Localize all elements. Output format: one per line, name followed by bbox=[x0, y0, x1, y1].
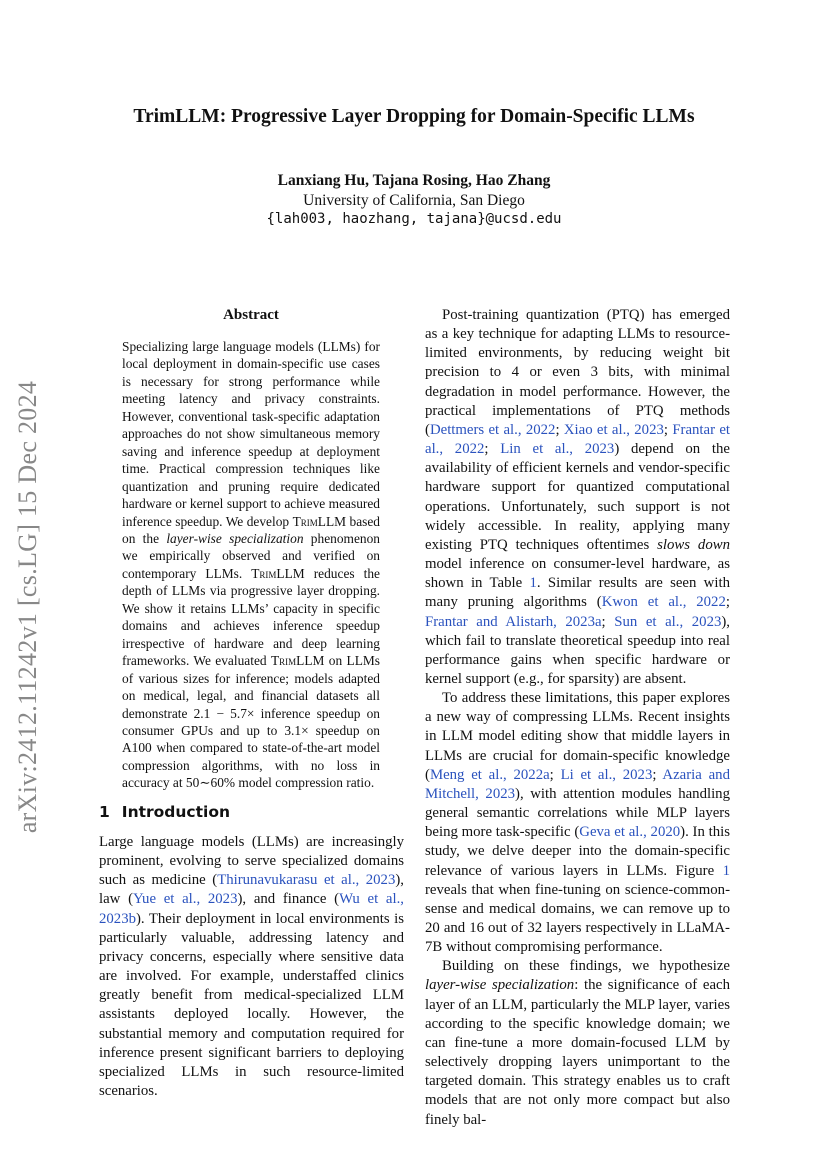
abstract-body: Specializing large language models (LLMs) for local deployment in domain-specific use cases is necessary for strong performance while meeting latency and privacy constraints. However, conventional task-specific adaptation approaches do not show simultaneous memory saving and inference speedup at deployment time. Practical compression techniques like quantization and pruning require dedicated hardware or kernel support to achieve measured inference speedup. We develop TrimLLM based on the layer-wise specialization phenomenon we empirically observed and verified on contemporary LLMs. TrimLLM reduces the depth of LLMs via progressive layer dropping. We show it retains LLMs’ capacity in specific domains and achieves inference speedup irrespective of hardware and deep learning frameworks. We evaluated TrimLLM on LLMs of various sizes for inference; models adapted on medical, legal, and financial datasets all demonstrate 2.1 − 5.7× inference speedup on consumer GPUs and up to 3.1× speedup on A100 when compared to state-of-the-art model compression algorithms, with no loss in accuracy at 50∼60% model compression ratio. bbox=[122, 339, 380, 791]
citation-link[interactable]: Xiao et al., 2023 bbox=[563, 421, 664, 438]
citation-link[interactable]: Geva et al., 2020 bbox=[579, 824, 681, 841]
citation-link[interactable]: Frantar and Alistarh, 2023a bbox=[425, 613, 602, 630]
intro-paragraph-1: Large language models (LLMs) are increasingly prominent, evolving to serve specialized domains such as medicine (Thirunavukarasu et al., 2023), law (Yue et al., 2023), and finance (Wu et al., 2023b). Their deployment in local environments is particularly valuable, addressing latency and privacy concerns, especially where sensitive data are involved. For example, understaffed clinics greatly benefit from medical-specialized LLM assistants deployed locally. However, the substantial memory and computation required for inference present significant barriers to deploying specialized LLMs in such resource-limited scenarios. bbox=[99, 834, 404, 1100]
table-reference-link[interactable]: 1 bbox=[529, 575, 537, 592]
intro-paragraph-2: Post-training quantization (PTQ) has emerged as a key technique for adapting LLMs to resource-limited environments, by reducing weight bit precision to 4 or even 3 bits, with minimal degradation in model performance. However, the practical implementations of PTQ methods (Dettmers et al., 2022; Xiao et al., 2023; Frantar et al., 2022; Lin et al., 2023) depend on the availability of efficient kernels and vendor-specific hardware support for quantized computational operations. Unfortunately, such support is not widely accessible. In reality, applying many existing PTQ techniques oftentimes slows down model inference on consumer-level hardware, as shown in Table 1. Similar results are seen with many pruning algorithms (Kwon et al., 2022; Frantar and Alistarh, 2023a; Sun et al., 2023), which fail to translate theoretical speedup into real performance gains when specific hardware or kernel support (e.g., for sparsity) are absent. bbox=[425, 307, 731, 687]
intro-paragraph-4: Building on these findings, we hypothesize layer-wise specialization: the significance of each layer of an LLM, particularly the MLP layer, varies according to the specific knowledge domain; we can fine-tune a more domain-focused LLM by selectively dropping layers unimportant to the targeted domain. This strategy enables us to craft models that are not only more compact but also finely bal- bbox=[425, 958, 730, 1128]
citation-link[interactable]: Meng et al., 2022a bbox=[429, 766, 550, 783]
citation-link[interactable]: Yue et al., 2023 bbox=[133, 891, 238, 908]
citation-link[interactable]: Sun et al., 2023 bbox=[614, 613, 722, 630]
citation-link[interactable]: Thirunavukarasu et al., 2023 bbox=[217, 872, 396, 889]
citation-link[interactable]: Wu et al., 2023b bbox=[99, 891, 404, 927]
citation-link[interactable]: Frantar et al., 2022 bbox=[425, 421, 731, 458]
citation-link[interactable]: Dettmers et al., 2022 bbox=[429, 421, 556, 438]
section-title: Introduction bbox=[121, 803, 231, 821]
section-number: 1 bbox=[99, 803, 110, 821]
author-emails: {lah003, haozhang, tajana}@ucsd.edu bbox=[266, 211, 562, 227]
affiliation: University of California, San Diego bbox=[303, 192, 525, 209]
arxiv-identifier: arXiv:2412.11242v1 [cs.LG] 15 Dec 2024 bbox=[13, 380, 42, 834]
citation-link[interactable]: Lin et al., 2023 bbox=[500, 441, 615, 458]
figure-reference-link[interactable]: 1 bbox=[722, 862, 730, 879]
section-heading-introduction bbox=[99, 803, 230, 821]
paper-title: TrimLLM: Progressive Layer Dropping for Domain-Specific LLMs bbox=[133, 106, 695, 127]
citation-link[interactable]: Azaria and Mitchell, 2023 bbox=[425, 766, 730, 802]
intro-paragraph-3: To address these limitations, this paper explores a new way of compressing LLMs. Recent insights in LLM model editing show that middle layers in LLMs are crucial for domain-specific knowledge (Meng et al., 2022a; Li et al., 2023; Azaria and Mitchell, 2023), with attention modules handling general semantic correlations while MLP layers being more task-specific (Geva et al., 2020). In this study, we delve deeper into the domain-specific relevance of various layers in LLMs. Figure 1 reveals that when fine-tuning on science-common-sense and medical domains, we can remove up to 20 and 16 out of 32 layers respectively in LLaMA-7B without compromising performance. bbox=[425, 690, 731, 956]
citation-link[interactable]: Kwon et al., 2022 bbox=[601, 594, 726, 611]
citation-link[interactable]: Li et al., 2023 bbox=[560, 766, 653, 783]
right-column bbox=[425, 306, 730, 1130]
abstract-heading: Abstract bbox=[223, 307, 279, 323]
author-list: Lanxiang Hu, Tajana Rosing, Hao Zhang bbox=[277, 172, 551, 189]
